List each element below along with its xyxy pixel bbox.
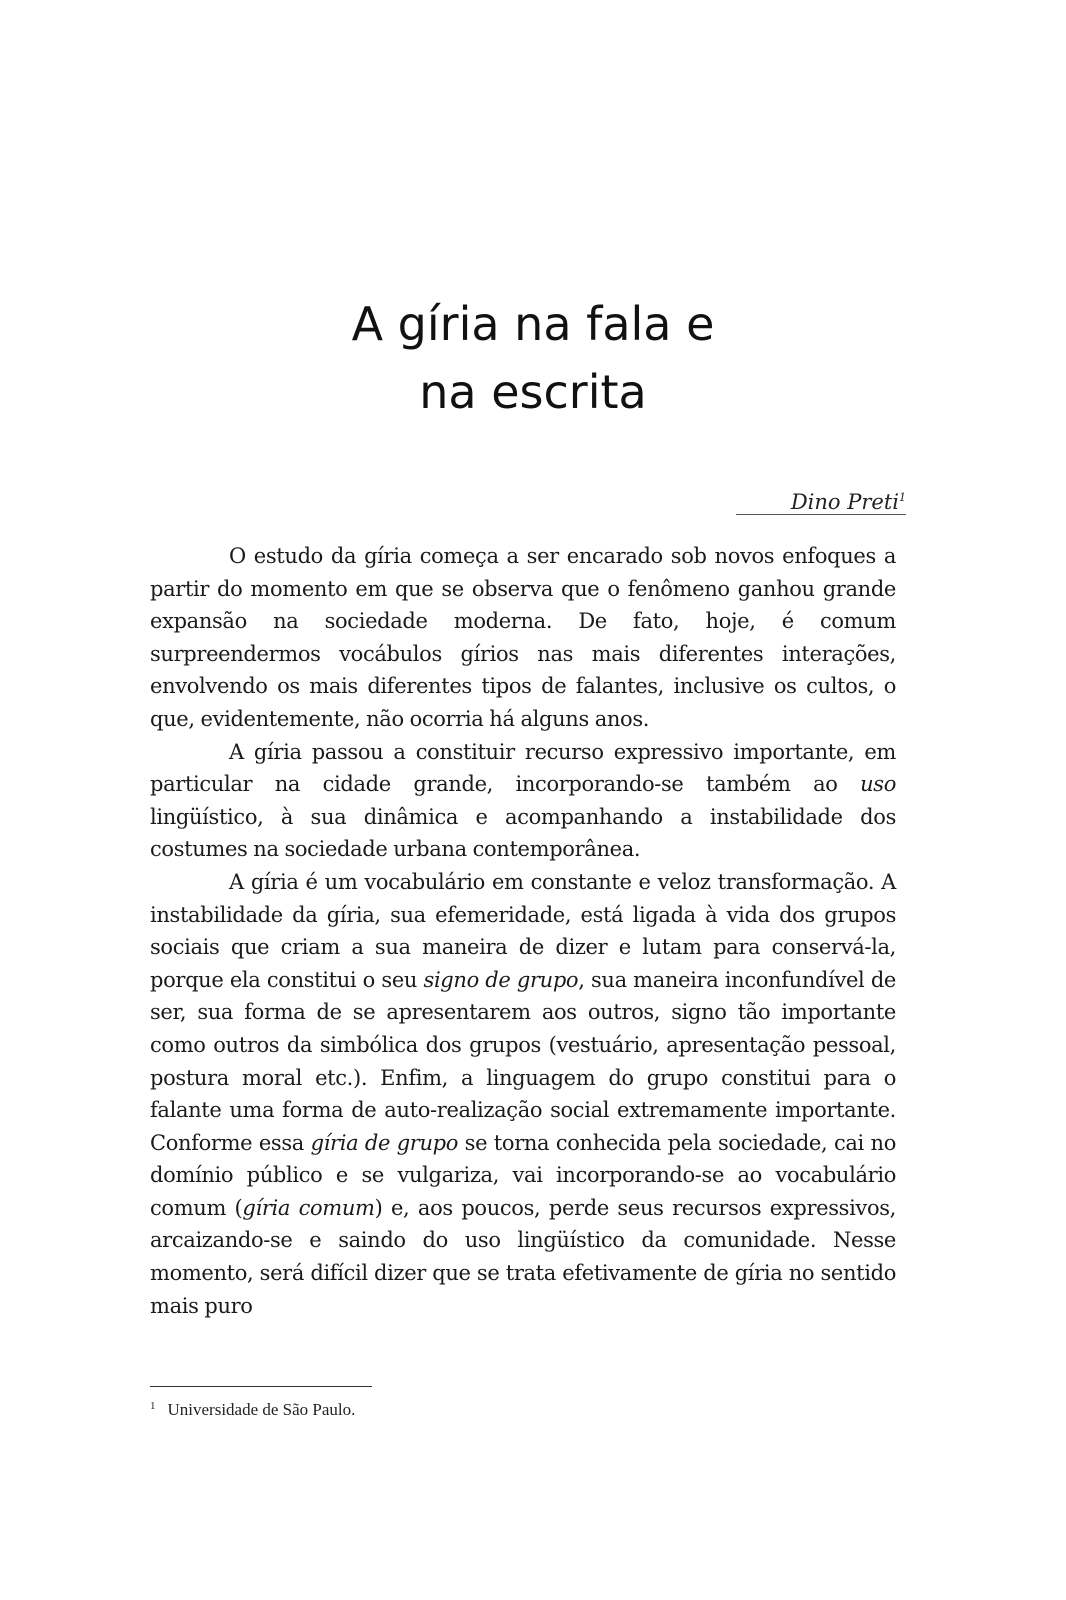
text-run: , sua maneira inconfundível de ser, sua forma de se apresentarem aos outros, signo tão importante como outros da simbólica dos grupos (vestuário, apresentação pessoal, postura moral etc.). Enfim, a linguagem do grupo constitui para o falante uma forma de auto-realização social extremamente importante. Conforme essa [150,967,897,1155]
italic-text-run: uso [860,772,896,797]
chapter-title-line-1: A gíria na fala e [351,297,715,351]
author-footnote-marker: 1 [899,491,906,504]
paragraph [150,736,896,866]
footnote-text: Universidade de São Paulo. [167,1400,356,1419]
italic-text-run: gíria comum [242,1195,375,1220]
paragraph [150,540,896,736]
italic-text-run: gíria de grupo [310,1130,459,1155]
text-run: O estudo da gíria começa a ser encarado sob novos enfoques a partir do momento em que se observa que o fenômeno ganhou grande expansão na sociedade moderna. De fato, hoje, é comum surpreendermos vocábulos gírios nas mais diferentes interações, envolvendo os mais diferentes tipos de falantes, inclusive os cultos, o que, evidentemente, não ocorria há alguns anos. [150,544,896,731]
chapter-title [0,290,1066,426]
italic-text-run: signo de grupo [423,967,579,992]
footnote-rule [150,1386,372,1387]
footnote [150,1400,355,1420]
text-run: A gíria é um vocabulário em constante e veloz transformação. A instabilidade da gíria, sua efemeridade, está ligada à vida dos grupos sociais que criam a sua maneira de dizer e lutam para conservá-la, porque ela constitui o seu [150,869,896,992]
author-name [791,490,906,516]
text-run: A gíria passou a constituir recurso expressivo importante, em particular na cidade grande, incorporando-se também ao [150,739,896,797]
author-rule [736,514,906,515]
body-text [150,540,896,1322]
footnote-marker: 1 [150,1400,156,1412]
text-run: se torna conhecida pela sociedade, cai no domínio público e se vulgariza, vai incorporando-se ao vocabulário comum ( [150,1130,896,1220]
paragraph [150,866,896,1322]
chapter-title-line-2: na escrita [419,365,647,419]
author-name-text: Dino Preti [790,490,899,514]
text-run: lingüístico, à sua dinâmica e acompanhando a instabilidade dos costumes na sociedade urbana contemporânea. [150,804,896,862]
text-run: ) e, aos poucos, perde seus recursos expressivos, arcaizando-se e saindo do uso lingüístico da comunidade. Nesse momento, será difícil dizer que se trata efetivamente de gíria no sentido mais puro [150,1195,896,1318]
